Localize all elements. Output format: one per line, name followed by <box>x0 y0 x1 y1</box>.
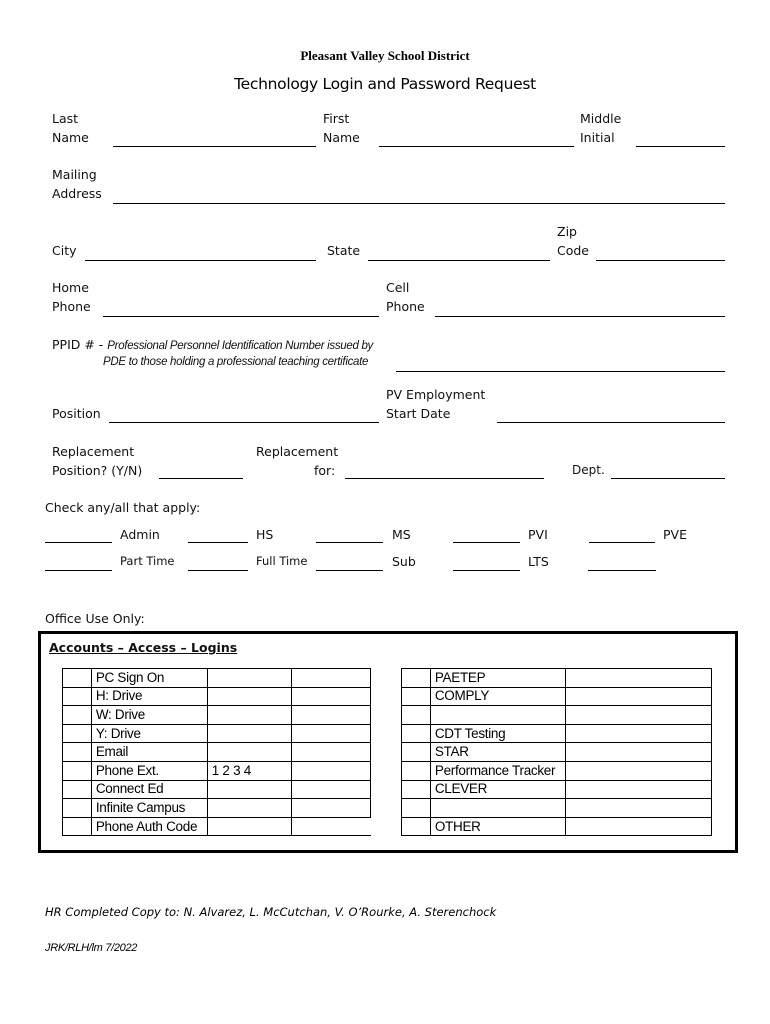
form-code: JRK/RLH/lm 7/2022 <box>45 942 138 954</box>
cell-phone-field[interactable] <box>435 316 725 317</box>
last-name-field[interactable] <box>113 146 316 147</box>
row-label-cell: Y: Drive <box>91 724 207 743</box>
row-label-cell: H: Drive <box>91 687 207 706</box>
page-title: Technology Login and Password Request <box>234 75 536 93</box>
row-label-cell: Infinite Campus <box>91 799 207 818</box>
ppid-description-2: PDE to those holding a professional teaching certificate <box>103 356 369 368</box>
replacement-position-label: Replacement Position? (Y/N) <box>52 444 143 478</box>
row-check-cell[interactable] <box>63 761 92 780</box>
table-row <box>63 724 371 743</box>
table-row <box>63 743 371 762</box>
mailing-address-field[interactable] <box>113 203 725 204</box>
row-extra-cell[interactable] <box>292 687 371 706</box>
state-label: State <box>327 243 361 258</box>
ppid-description-1: Professional Personnel Identification Number issued by <box>107 340 373 352</box>
row-check-cell[interactable] <box>402 799 431 818</box>
row-label-cell: COMPLY <box>430 687 565 706</box>
hs-label: HS <box>256 527 274 542</box>
row-value-cell[interactable] <box>565 780 711 799</box>
table-row <box>402 761 712 780</box>
row-value-cell[interactable] <box>207 817 292 836</box>
office-use-heading: Office Use Only: <box>45 611 145 626</box>
row-extra-cell[interactable] <box>292 669 371 688</box>
accounts-heading: Accounts – Access – Logins <box>49 640 238 655</box>
row-check-cell[interactable] <box>402 669 431 688</box>
right-accounts-table <box>401 668 712 836</box>
row-check-cell[interactable] <box>402 687 431 706</box>
row-label-cell <box>430 799 565 818</box>
row-check-cell[interactable] <box>402 817 431 836</box>
middle-initial-label: Middle Initial <box>580 111 622 145</box>
sub-label: Sub <box>392 554 416 569</box>
row-check-cell[interactable] <box>63 724 92 743</box>
row-check-cell[interactable] <box>63 687 92 706</box>
table-row <box>402 780 712 799</box>
row-label-cell: Email <box>91 743 207 762</box>
row-extra-cell[interactable] <box>292 799 371 818</box>
row-value-cell[interactable] <box>565 669 711 688</box>
table-row <box>63 799 371 818</box>
part-time-checkbox[interactable] <box>45 570 112 571</box>
row-value-cell[interactable] <box>565 817 711 836</box>
state-field[interactable] <box>368 260 550 261</box>
lts-label: LTS <box>528 554 549 569</box>
row-extra-cell[interactable] <box>292 761 371 780</box>
row-label-cell: Performance Tracker <box>430 761 565 780</box>
row-extra-cell[interactable] <box>292 724 371 743</box>
hr-copy-note: HR Completed Copy to: N. Alvarez, L. McCutchan, V. O’Rourke, A. Sterenchock <box>45 905 497 919</box>
row-label-cell: CDT Testing <box>430 724 565 743</box>
table-row <box>63 817 371 836</box>
table-row <box>402 706 712 725</box>
pv-start-date-field[interactable] <box>497 422 725 423</box>
row-label-cell: W: Drive <box>91 706 207 725</box>
home-phone-field[interactable] <box>103 316 379 317</box>
row-value-cell[interactable]: 1 2 3 4 <box>207 761 292 780</box>
admin-label: Admin <box>120 527 160 542</box>
position-label: Position <box>52 406 101 421</box>
row-value-cell[interactable] <box>207 799 292 818</box>
row-check-cell[interactable] <box>402 761 431 780</box>
table-row <box>63 780 371 799</box>
table-row <box>402 799 712 818</box>
left-accounts-table <box>62 668 371 836</box>
row-label-cell: OTHER <box>430 817 565 836</box>
row-extra-cell[interactable] <box>292 706 371 725</box>
row-value-cell[interactable] <box>207 706 292 725</box>
row-extra-cell[interactable] <box>292 817 371 836</box>
table-row <box>63 669 371 688</box>
row-label-cell: PC Sign On <box>91 669 207 688</box>
row-value-cell[interactable] <box>565 761 711 780</box>
last-name-label: Last Name <box>52 111 89 145</box>
row-check-cell[interactable] <box>63 780 92 799</box>
row-value-cell[interactable] <box>207 780 292 799</box>
row-check-cell[interactable] <box>402 724 431 743</box>
home-phone-label: Home Phone <box>52 280 91 314</box>
check-heading: Check any/all that apply: <box>45 500 201 515</box>
dept-label: Dept. <box>572 463 605 477</box>
lts-checkbox[interactable] <box>453 570 520 571</box>
row-extra-cell[interactable] <box>292 780 371 799</box>
part-time-label: Part Time <box>120 554 175 568</box>
admin-checkbox[interactable] <box>45 542 112 543</box>
ppid-label: PPID # - Professional Personnel Identification Number issued by <box>52 337 373 352</box>
pve-checkbox[interactable] <box>589 542 655 543</box>
table-row <box>63 687 371 706</box>
middle-initial-field[interactable] <box>636 146 725 147</box>
pve-label: PVE <box>663 527 687 542</box>
pvi-checkbox[interactable] <box>453 542 520 543</box>
row-value-cell[interactable] <box>565 706 711 725</box>
row-value-cell[interactable] <box>565 799 711 818</box>
dept-field[interactable] <box>611 478 725 479</box>
row-check-cell[interactable] <box>402 780 431 799</box>
row-label-cell: STAR <box>430 743 565 762</box>
table-row <box>402 743 712 762</box>
row-check-cell[interactable] <box>402 743 431 762</box>
row-value-cell[interactable] <box>565 724 711 743</box>
replacement-position-field[interactable] <box>159 478 243 479</box>
city-label: City <box>52 243 77 258</box>
full-time-checkbox[interactable] <box>188 570 248 571</box>
row-check-cell[interactable] <box>63 799 92 818</box>
row-value-cell[interactable] <box>565 743 711 762</box>
row-check-cell[interactable] <box>63 669 92 688</box>
table-row <box>402 669 712 688</box>
row-value-cell[interactable] <box>207 687 292 706</box>
row-extra-cell[interactable] <box>292 743 371 762</box>
ppid-field[interactable] <box>396 371 725 372</box>
row-label-cell: Phone Ext. <box>91 761 207 780</box>
cell-phone-label: Cell Phone <box>386 280 425 314</box>
row-check-cell[interactable] <box>63 743 92 762</box>
table-row <box>402 817 712 836</box>
zip-label: Zip Code <box>557 224 590 258</box>
ms-checkbox[interactable] <box>316 542 383 543</box>
table-row <box>402 687 712 706</box>
pvi-label: PVI <box>528 527 548 542</box>
row-check-cell[interactable] <box>63 817 92 836</box>
row-label-cell: Phone Auth Code <box>91 817 207 836</box>
row-label-cell: CLEVER <box>430 780 565 799</box>
row-check-cell[interactable] <box>63 706 92 725</box>
first-name-label: First Name <box>323 111 360 145</box>
position-field[interactable] <box>109 422 379 423</box>
table-row <box>63 761 371 780</box>
row-value-cell[interactable] <box>207 743 292 762</box>
ms-label: MS <box>392 527 411 542</box>
table-row <box>63 706 371 725</box>
row-value-cell[interactable] <box>207 669 292 688</box>
city-field[interactable] <box>85 260 316 261</box>
hs-checkbox[interactable] <box>188 542 248 543</box>
table-row <box>402 724 712 743</box>
row-label-cell: PAETEP <box>430 669 565 688</box>
full-time-label: Full Time <box>256 554 308 568</box>
replacement-for-label: Replacement for: <box>256 444 339 478</box>
row-label-cell: Connect Ed <box>91 780 207 799</box>
sub-checkbox[interactable] <box>316 570 383 571</box>
mailing-address-label: Mailing Address <box>52 167 102 201</box>
zip-field[interactable] <box>596 260 725 261</box>
replacement-for-field[interactable] <box>345 478 544 479</box>
row-value-cell[interactable] <box>565 687 711 706</box>
row-check-cell[interactable] <box>402 706 431 725</box>
row-value-cell[interactable] <box>207 724 292 743</box>
extra-checkbox[interactable] <box>588 570 656 571</box>
pv-start-date-label: PV Employment Start Date <box>386 387 486 421</box>
row-label-cell <box>430 706 565 725</box>
district-name: Pleasant Valley School District <box>300 48 470 63</box>
first-name-field[interactable] <box>379 146 574 147</box>
